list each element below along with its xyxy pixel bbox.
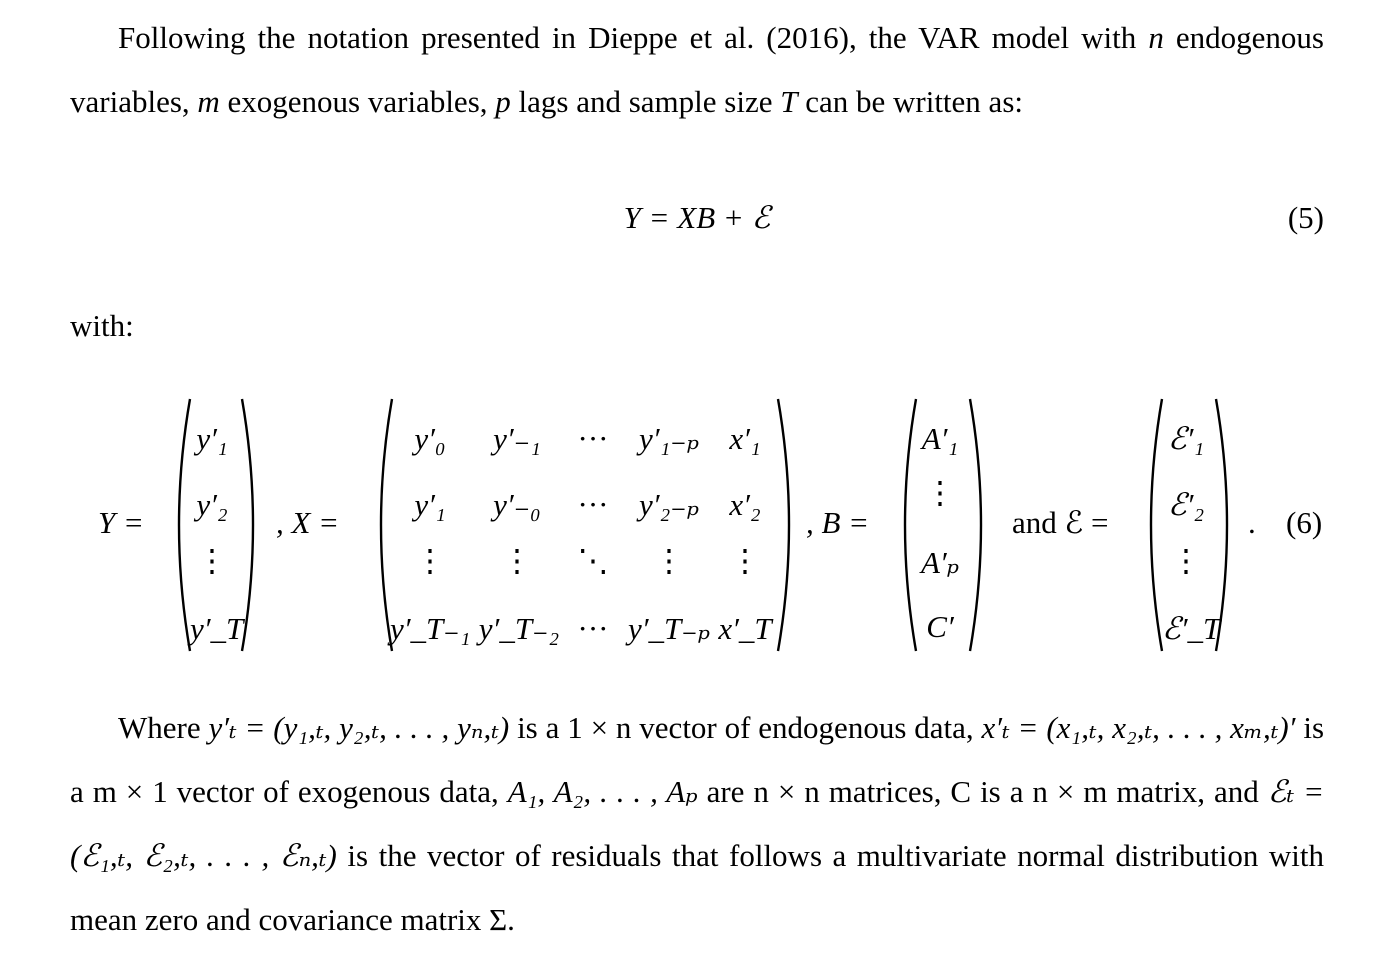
xt-definition: x′ₜ = (x₁,ₜ, x₂,ₜ, . . . , xₘ,ₜ)′ bbox=[981, 710, 1296, 745]
equation-5 bbox=[70, 200, 1324, 260]
def-text-4: are n × n matrices, C is a n × m matrix, and bbox=[697, 774, 1268, 809]
x-entry-4-3: ··· bbox=[577, 611, 609, 646]
x-entry-4-1: y′_T₋₁ bbox=[390, 611, 471, 646]
intro-text-3: exogenous variables, bbox=[219, 84, 496, 119]
b-label: , B = bbox=[806, 505, 870, 540]
x-entry-2-2: y′₋₀ bbox=[493, 487, 541, 522]
x-entry-1-2: y′₋₁ bbox=[493, 421, 541, 456]
x-label: , X = bbox=[276, 505, 340, 540]
var-n: n bbox=[1148, 20, 1164, 55]
b-entry-4: C′ bbox=[926, 609, 954, 644]
e-entry-4: ℰ′_T bbox=[1162, 611, 1221, 646]
var-p: p bbox=[495, 84, 511, 119]
x-entry-2-3: ··· bbox=[577, 487, 609, 522]
et-definition: ℰₜ = (ℰ₁,ₜ, ℰ₂,ₜ, . . . , ℰₙ,ₜ) bbox=[70, 774, 1325, 873]
y-entry-4: y′_T bbox=[190, 611, 244, 646]
y-entry-3: ⋮ bbox=[196, 543, 228, 578]
def-text-5: is the vector of residuals that follows a multivariate normal distribution with mean zero and covariance matrix Σ. bbox=[70, 838, 1324, 937]
e-label: and ℰ = bbox=[1012, 505, 1109, 540]
e-entry-1: ℰ′₁ bbox=[1167, 421, 1205, 456]
y-entry-1: y′₁ bbox=[196, 421, 228, 456]
intro-text-1: Following the notation presented in Dieppe et al. (2016), the VAR model with bbox=[118, 20, 1149, 55]
b-right-paren bbox=[964, 395, 994, 655]
b-entry-2: ⋮ bbox=[924, 475, 956, 510]
x-entry-2-4: y′₂₋ₚ bbox=[638, 487, 700, 522]
x-entry-2-1: y′₁ bbox=[414, 487, 446, 522]
y-label: Y = bbox=[98, 505, 144, 540]
equation-6 bbox=[0, 395, 1380, 665]
with-label: with: bbox=[70, 308, 134, 343]
definitions-paragraph bbox=[70, 696, 1324, 952]
x-entry-4-2: y′_T₋₂ bbox=[478, 611, 560, 646]
x-entry-1-1: y′₀ bbox=[414, 421, 446, 456]
a-matrices-definition: A₁, A₂, . . . , Aₚ bbox=[507, 774, 698, 809]
intro-text-4: lags and sample size bbox=[510, 84, 781, 119]
x-entry-3-2: ⋮ bbox=[501, 543, 533, 578]
x-entry-1-5: x′₁ bbox=[729, 421, 761, 456]
x-right-paren bbox=[772, 395, 802, 655]
e-entry-2: ℰ′₂ bbox=[1167, 487, 1205, 522]
x-entry-4-4: y′_T₋ₚ bbox=[627, 611, 711, 646]
b-entry-3: A′ₚ bbox=[920, 545, 960, 580]
x-entry-1-3: ··· bbox=[577, 421, 609, 456]
var-m: m bbox=[197, 84, 220, 119]
x-entry-3-5: ⋮ bbox=[729, 543, 761, 578]
def-text-1: Where bbox=[118, 710, 209, 745]
x-entry-1-4: y′₁₋ₚ bbox=[638, 421, 700, 456]
equation-5-body: Y = XB + ℰ bbox=[623, 200, 771, 235]
intro-text-2: endogenous variables, bbox=[70, 20, 1324, 119]
x-entry-3-3: ⋱ bbox=[577, 543, 609, 578]
y-entry-2: y′₂ bbox=[196, 487, 228, 522]
intro-text-5: can be written as: bbox=[797, 84, 1023, 119]
x-entry-4-5: x′_T bbox=[718, 611, 772, 646]
var-T: T bbox=[780, 84, 798, 119]
x-entry-2-5: x′₂ bbox=[729, 487, 761, 522]
equation-5-number: (5) bbox=[1287, 200, 1324, 235]
x-entry-3-4: ⋮ bbox=[653, 543, 685, 578]
yt-definition: y′ₜ = (y₁,ₜ, y₂,ₜ, . . . , yₙ,ₜ) bbox=[208, 710, 510, 745]
e-entry-3: ⋮ bbox=[1170, 543, 1202, 578]
b-entry-1: A′₁ bbox=[921, 421, 959, 456]
x-entry-3-1: ⋮ bbox=[414, 543, 446, 578]
def-text-2: is a 1 × n vector of endogenous data, bbox=[509, 710, 982, 745]
equation-6-number: (6) bbox=[1286, 505, 1323, 540]
equation-6-end-dot: . bbox=[1248, 505, 1256, 540]
intro-paragraph bbox=[70, 6, 1324, 134]
def-text-3: is a m × 1 vector of exogenous data, bbox=[70, 710, 1325, 809]
